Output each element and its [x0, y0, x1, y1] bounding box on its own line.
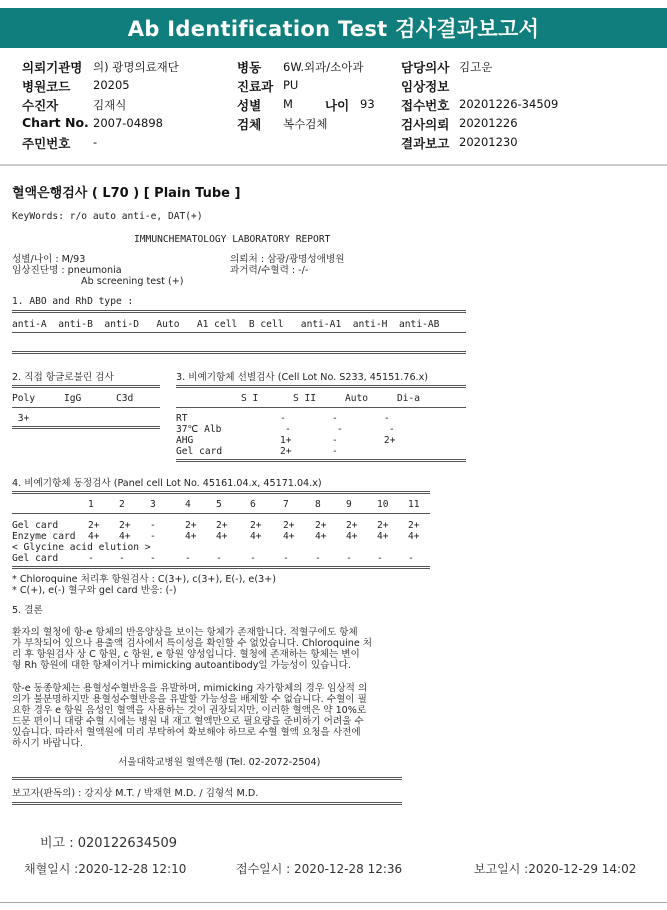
report-title: Ab Identification Test 검사결과보고서: [127, 17, 540, 41]
panel-cell: -: [408, 553, 414, 564]
panel-row-label: < Glycine acid elution >: [12, 542, 151, 553]
panel-cell: 4+: [346, 531, 358, 542]
panel-cell: 2+: [346, 520, 358, 531]
panel-cell: -: [150, 553, 156, 564]
para2-line: 있습니다. 따라서 혈액원에 미리 부탁하여 확보해야 하므로 수혈 혈액 요청을 사전에: [12, 727, 361, 738]
report-time: 보고일시 :2020-12-29 14:02: [474, 862, 637, 876]
panel-header-cell: 7: [283, 499, 289, 510]
code-label: 병원코드: [22, 79, 71, 94]
panel-cell: -: [88, 553, 94, 564]
divider: [176, 459, 466, 462]
panel-header-cell: 3: [150, 499, 156, 510]
panel-cell: 4+: [315, 531, 327, 542]
panel-cell: 4+: [283, 531, 295, 542]
clin-label: 임상정보: [401, 79, 450, 94]
req-label: 검사의뢰: [401, 117, 450, 132]
panel-cell: -: [185, 553, 191, 564]
panel-cell: 2+: [250, 520, 262, 531]
note-1: * Chloroquine 처리후 항원검사 : C(3+), c(3+), E(-), e(3+): [12, 574, 276, 585]
abo-columns: anti-A anti-B anti-D Auto A1 cell B cell anti-A1 anti-H anti-AB: [12, 319, 440, 330]
divider: [12, 426, 160, 429]
dat-columns: Poly IgG C3d: [12, 393, 134, 404]
para2-line: 드문 편이니 대량 수혈 시에는 병원 내 재고 혈액만으로 필요량을 준비하기 어려울 수: [12, 716, 364, 727]
para1-line: 가 부착되어 있으나 용출액 검사에서 특이성을 확인할 수 없었습니다. Chloroquine 처: [12, 638, 373, 649]
age-value: 93: [360, 97, 375, 111]
panel-header-cell: 5: [216, 499, 222, 510]
diagnosis: 임상진단명 : pneumonia: [12, 265, 122, 276]
abo-title: 1. ABO and RhD type :: [12, 296, 134, 307]
chart-label: Chart No.: [22, 115, 89, 130]
panel-cell: 4+: [119, 531, 131, 542]
divider: [12, 332, 466, 333]
ward-label: 병동: [237, 60, 262, 75]
sex-label: 성별: [237, 98, 262, 113]
divider: [12, 777, 402, 780]
panel-row-label: Gel card: [12, 553, 59, 564]
panel-cell: 2+: [119, 520, 131, 531]
panel-row-label: Enzyme card: [12, 531, 76, 542]
divider: [12, 385, 160, 388]
panel-title: 4. 비예기항체 동정검사 (Panel cell Lot No. 45161.04.x, 45171.04.x): [12, 478, 322, 489]
rep-value: 20201230: [459, 135, 518, 149]
para2-line: 의가 불분명하지만 용혈성수혈반응을 유발할 가능성을 배제할 수 없습니다. 수혈이 필: [12, 694, 367, 705]
panel-cell: -: [346, 553, 352, 564]
divider: [176, 407, 466, 408]
para1-line: 환자의 혈청에 항-e 항체의 반응양상을 보이는 항체가 존재합니다. 적혈구에도 항체: [12, 627, 358, 638]
divider: [176, 385, 466, 388]
rep-label: 결과보고: [401, 136, 450, 151]
panel-cell: -: [250, 553, 256, 564]
panel-cell: 2+: [216, 520, 228, 531]
panel-cell: 2+: [185, 520, 197, 531]
panel-cell: 4+: [377, 531, 389, 542]
divider: [12, 802, 402, 805]
doc-value: 김고운: [459, 60, 493, 74]
recv-value: 김재식: [93, 98, 127, 112]
panel-cell: 2+: [283, 520, 295, 531]
divider: [12, 407, 160, 408]
doc-label: 담당의사: [401, 60, 450, 75]
chart-value: 2007-04898: [93, 116, 163, 130]
panel-header-cell: 10: [377, 499, 389, 510]
panel-cell: -: [315, 553, 321, 564]
req-value: 20201226: [459, 116, 518, 130]
inst-label: 의뢰기관명: [22, 60, 83, 75]
inst-value: 의) 광명의료재단: [93, 60, 179, 74]
dat-title: 2. 직접 항글로불린 검사: [12, 372, 114, 383]
spec-label: 검체: [237, 117, 262, 132]
collect-time: 채혈일시 :2020-12-28 12:10: [24, 862, 187, 876]
panel-cell: -: [283, 553, 289, 564]
panel-cell: 4+: [250, 531, 262, 542]
panel-cell: -: [150, 531, 156, 542]
history: 과거력/수혈력 : -/-: [230, 265, 309, 276]
dept-label: 진료과: [237, 79, 274, 94]
panel-header-cell: 9: [346, 499, 352, 510]
sexage: 성별/나이 : M/93: [12, 254, 86, 265]
panel-cell: 2+: [88, 520, 100, 531]
patient-info-panel: [0, 52, 667, 166]
divider: [12, 491, 430, 494]
dept-value: PU: [283, 78, 299, 92]
para1-line: 형 Rh 항원에 대한 항체이거나 mimicking autoantibody일 가능성이 있습니다.: [12, 660, 351, 671]
divider: [12, 351, 466, 354]
acc-value: 20201226-34509: [459, 97, 559, 111]
panel-row-label: Gel card: [12, 520, 59, 531]
panel-cell: 2+: [315, 520, 327, 531]
divider: [12, 513, 430, 514]
panel-cell: 4+: [408, 531, 420, 542]
panel-cell: -: [119, 553, 125, 564]
screen-row: 37℃ Alb - - -: [176, 424, 395, 435]
screen-row: Gel card 2+ -: [176, 446, 338, 457]
id-value: -: [93, 135, 98, 149]
report-title-banner: [0, 8, 667, 48]
panel-cell: 4+: [88, 531, 100, 542]
panel-cell: 2+: [408, 520, 420, 531]
panel-header-cell: 4: [185, 499, 191, 510]
panel-cell: -: [377, 553, 383, 564]
dat-values: 3+: [12, 413, 30, 424]
conclusion-title: 5. 결론: [12, 605, 43, 616]
panel-cell: 4+: [216, 531, 228, 542]
para2-line: 요한 경우 e 항원 음성인 혈액을 사용하는 것이 권장되지만, 이러한 혈액은 약 10%로: [12, 705, 367, 716]
code-value: 20205: [93, 78, 130, 92]
panel-cell: -: [150, 520, 156, 531]
section-title: 혈액은행검사 ( L70 ) [ Plain Tube ]: [12, 186, 241, 201]
remark: 비고 : 020122634509: [40, 836, 178, 851]
report-heading: IMMUNCHEMATOLOGY LABORATORY REPORT: [134, 234, 331, 245]
screen-columns: S I S II Auto Di-a: [241, 393, 421, 404]
age-label: 나이: [325, 98, 350, 113]
panel-header-cell: 8: [315, 499, 321, 510]
spec-value: 복수검체: [283, 117, 328, 131]
para1-line: 리 후 항원검사 상 C 항원, c 항원, e 항원 양성입니다. 혈청에 존재하는 항체는 변이: [12, 649, 360, 660]
screen-title: 3. 비예기항체 선별검사 (Cell Lot No. S233, 45151.76.x): [176, 372, 429, 383]
recv-label: 수진자: [22, 98, 59, 113]
note-2: * C(+), e(-) 혈구와 gel card 반응: (-): [12, 585, 177, 596]
screen-note: Ab screening test (+): [81, 276, 184, 287]
panel-header-cell: 11: [408, 499, 420, 510]
ward-value: 6W.외과/소아과: [283, 60, 364, 74]
panel-cell: -: [216, 553, 222, 564]
bottom-divider: [0, 902, 667, 903]
panel-header-cell: 1: [88, 499, 94, 510]
acc-label: 접수번호: [401, 98, 450, 113]
panel-header-cell: 2: [119, 499, 125, 510]
screen-row: AHG 1+ - 2+: [176, 435, 396, 446]
lab-contact: 서울대학교병원 혈액은행 (Tel. 02-2072-2504): [118, 757, 321, 768]
receive-time: 접수일시 : 2020-12-28 12:36: [236, 862, 403, 876]
para2-line: 하시기 바랍니다.: [12, 738, 83, 749]
panel-cell: 2+: [377, 520, 389, 531]
divider: [12, 310, 466, 313]
keywords: KeyWords: r/o auto anti-e, DAT(+): [12, 211, 203, 222]
divider: [12, 566, 430, 569]
panel-cell: 4+: [185, 531, 197, 542]
screen-row: RT - - -: [176, 413, 390, 424]
panel-header-cell: 6: [250, 499, 256, 510]
reporter: 보고자(판독의) : 강지상 M.T. / 박재현 M.D. / 김형석 M.D.: [12, 788, 259, 799]
id-label: 주민번호: [22, 136, 71, 151]
para2-line: 항-e 동종항체는 용혈성수혈반응을 유발하며, mimicking 자가항체의 경우 임상적 의: [12, 683, 368, 694]
sex-value: M: [283, 97, 293, 111]
orderer: 의뢰처 : 삼광/광명성애병원: [230, 254, 345, 265]
